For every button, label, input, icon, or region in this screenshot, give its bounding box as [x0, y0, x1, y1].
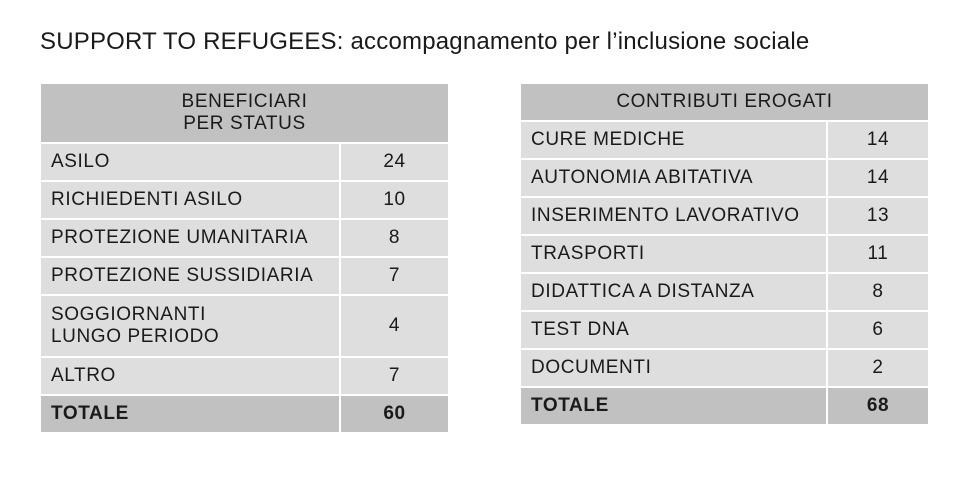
row-label: TRASPORTI [520, 235, 827, 273]
row-value: 4 [340, 295, 449, 357]
table-row [40, 143, 449, 181]
table-header-row [520, 83, 929, 121]
row-label: PROTEZIONE SUSSIDIARIA [40, 257, 340, 295]
row-value: 10 [340, 181, 449, 219]
row-label: DIDATTICA A DISTANZA [520, 273, 827, 311]
row-value: 7 [340, 257, 449, 295]
contributi-table [519, 82, 930, 426]
row-value: 14 [827, 159, 929, 197]
table-row [520, 159, 929, 197]
total-row [40, 395, 449, 433]
row-value: 11 [827, 235, 929, 273]
row-label: DOCUMENTI [520, 349, 827, 387]
row-label: INSERIMENTO LAVORATIVO [520, 197, 827, 235]
row-label: ASILO [40, 143, 340, 181]
table-row [520, 311, 929, 349]
total-label: TOTALE [520, 387, 827, 425]
row-label: SOGGIORNANTI LUNGO PERIODO [40, 295, 340, 357]
row-label: ALTRO [40, 357, 340, 395]
row-label: RICHIEDENTI ASILO [40, 181, 340, 219]
beneficiari-table [39, 82, 450, 434]
row-value: 7 [340, 357, 449, 395]
table-row [40, 257, 449, 295]
table-row [520, 235, 929, 273]
beneficiari-header: BENEFICIARI PER STATUS [40, 83, 449, 143]
total-value: 68 [827, 387, 929, 425]
total-row [520, 387, 929, 425]
table-row [40, 295, 449, 357]
row-value: 14 [827, 121, 929, 159]
row-value: 24 [340, 143, 449, 181]
table-row [520, 349, 929, 387]
row-value: 8 [340, 219, 449, 257]
total-value: 60 [340, 395, 449, 433]
row-label: CURE MEDICHE [520, 121, 827, 159]
row-value: 8 [827, 273, 929, 311]
table-row [520, 121, 929, 159]
row-value: 2 [827, 349, 929, 387]
table-row [520, 273, 929, 311]
row-label: AUTONOMIA ABITATIVA [520, 159, 827, 197]
row-label: PROTEZIONE UMANITARIA [40, 219, 340, 257]
row-value: 13 [827, 197, 929, 235]
table-row [40, 181, 449, 219]
contributi-header: CONTRIBUTI EROGATI [520, 83, 929, 121]
page-title: SUPPORT TO REFUGEES: accompagnamento per l’inclusione sociale [40, 28, 810, 55]
table-row [520, 197, 929, 235]
table-row [40, 219, 449, 257]
row-value: 6 [827, 311, 929, 349]
table-row [40, 357, 449, 395]
table-header-row [40, 83, 449, 143]
row-label: TEST DNA [520, 311, 827, 349]
total-label: TOTALE [40, 395, 340, 433]
